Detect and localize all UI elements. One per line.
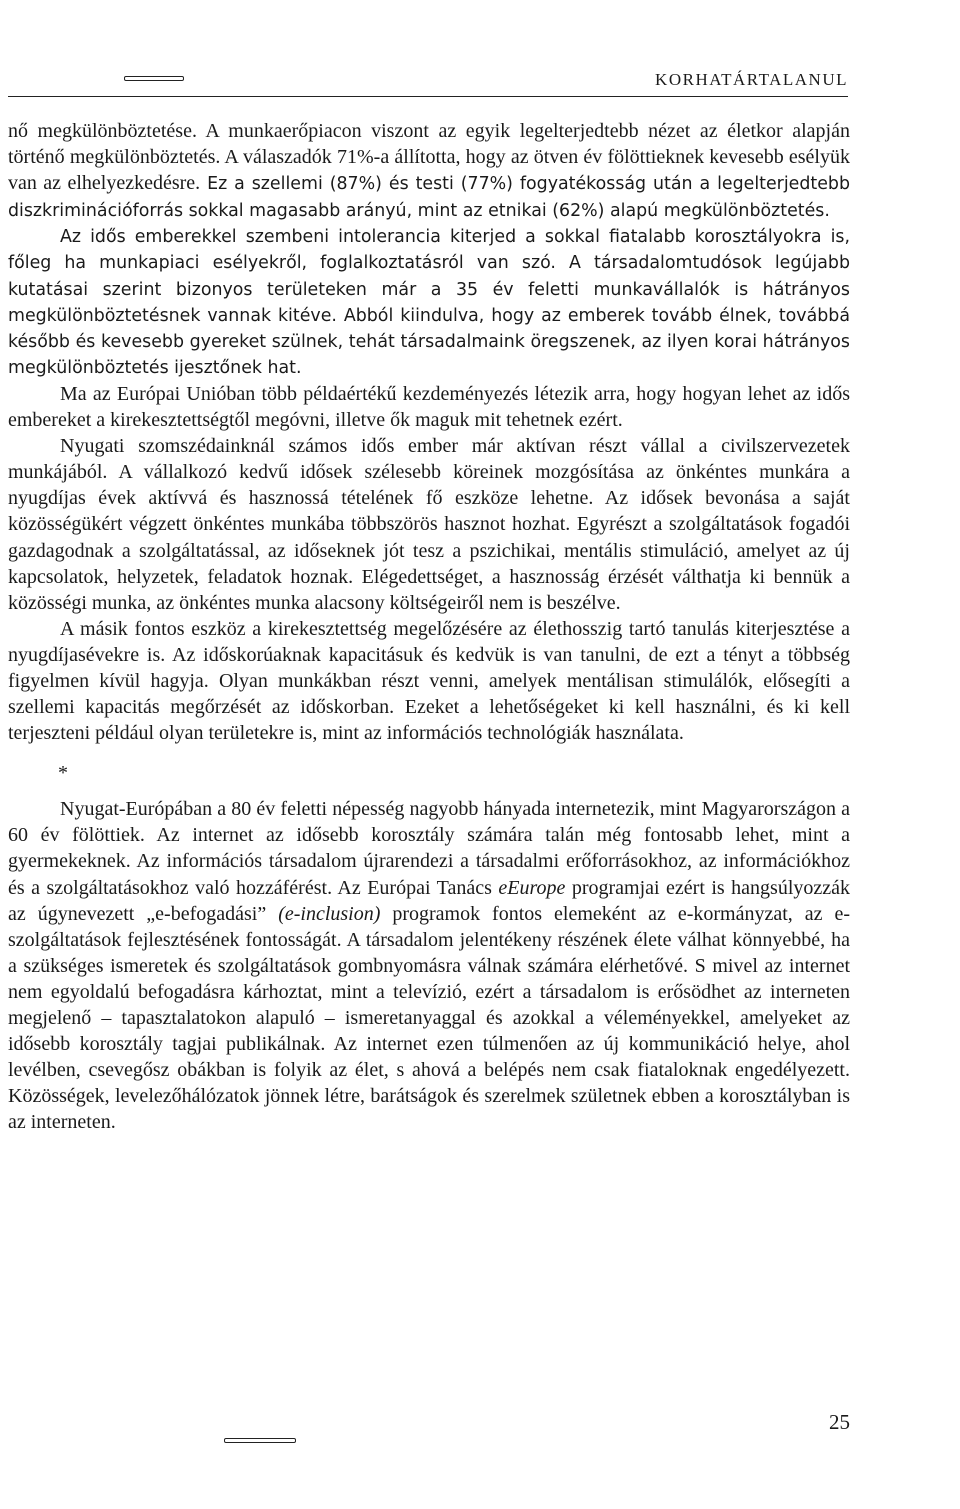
paragraph-5: A másik fontos eszköz a kirekesztettség megelőzésére az élethosszig tartó tanulás kiterjesztése a nyugdíjasévekre is. Az időskorúaknak kapacitásuk és kedvük is van tanulni, de ezt a tényt a többség figyelmen kívül hagyja. Olyan munkákban részt venni, amelyek mentálisan stimulálók, elősegíti a szellemi kapacitás megőrzését az időskorban. Ezeket a lehetőségeket ki kell használni, és ki kell terjeszteni például olyan területekre is, mint az információs technológiák használata.	[8, 617, 850, 745]
header-ornament	[124, 76, 184, 81]
running-head: KORHATÁRTALANUL	[655, 70, 848, 89]
paragraph-1	[8, 118, 850, 224]
paragraph-3: Ma az Európai Unióban több példaértékű kezdeményezés létezik arra, hogy hogyan lehet az idős embereket a kirekesztettségtől megóvni, illetve ők maguk mit tehetnek ezért.	[8, 382, 850, 432]
paragraph-6-part-b: programjai ezért is hangsúlyozzák az úgynevezett „e-befogadási”	[8, 876, 851, 925]
einclusion-term: (e-inclusion)	[278, 902, 381, 925]
paragraph-6-part-a: Nyugat-Európában a 80 év feletti népesség nagyobb hányada internetezik, mint Magyarországon a 60 év fölöttiek. Az internet az idősebb korosztály számára talán még fontosabb lehet, mint a gyermekeknek. Az információs társadalom újrarendezi a társadalmi erőforrásokhoz, az információkhoz és a szolgáltatásokhoz való hozzáférést. Az Európai Tanács	[8, 798, 850, 899]
body-text	[8, 118, 850, 1135]
eeurope-term: eEurope	[498, 876, 566, 899]
paragraph-4: Nyugati szomszédainknál számos idős ember már aktívan részt vállal a civilszervezetek munkájából. A vállalkozó kedvű idősek szélesebb köreinek mozgósítása az önkéntes munkára a nyugdíjas évek aktívvá és hasznossá tételének fő eszköze lehetne. Az idősek bevonása a saját közösségükért végzett önkéntes munkába többszörös hasznot hozhat. Egyrészt a szolgáltatások fogadói gazdagodnak a szolgáltatással, az időseknek jót tesz a pszichikai, mentális stimuláció, amelyet az új kapcsolatok, helyzetek, feladatok hoznak. Elégedettséget, a hasznosság érzését válthatja ki bennük a közösségi munka, az önkéntes munka alacsony költségeiről nem is beszélve.	[8, 435, 850, 614]
footer-ornament	[224, 1438, 296, 1443]
page-number: 25	[829, 1410, 850, 1434]
paragraph-6	[8, 796, 850, 1135]
section-separator: *	[58, 762, 68, 785]
page-header	[8, 62, 848, 97]
paragraph-1-serif: nő megkülönböztetése. A munkaerőpiacon viszont az egyik legelterjedtebb nézet az életkor alapján történő megkülönböztetés. A válaszadók 71%-a állította, hogy az ötven év fölöttieknek kevesebb esélyük van az elhelyezkedésre.	[8, 120, 850, 195]
paragraph-6-part-c: programok fontos elemeként az e-kormányzat, az e-szolgáltatások fejlesztésének fontosságát. A társadalom jelentékeny részének élete válhat könnyebbé, ha a szükséges ismeretek és szolgáltatások gombnyomásra válnak számára elérhetővé. S mivel az internet nem egyoldalú befogadásra kárhoztat, mint a televízió, ezért a társadalom is erősödhet az interneten megjelenő – tapasztalatokon alapuló – ismeretanyaggal és azokkal a véleményekkel, amelyeket az idősebb korosztály tagjai publikálnak. Az internet ezen túlmenően az új kommunikáció helye, ahol levélben, csevegősz obákban is folyik az élet, s ahová a belépés nem csak fiataloknak engedélyezett. Közösségek, levelezőhálózatok jönnek létre, barátságok és szerelmek születnek ebben a korosztályban is az interneten.	[8, 902, 851, 1134]
paragraph-1-sans: Ez a szellemi (87%) és testi (77%) fogyatékosság után a legelterjedtebb diszkriminációforrás sokkal magasabb arányú, mint az etnikai (62%) alapú megkülönböztetés.	[8, 174, 851, 222]
paragraph-2: Az idős emberekkel szembeni intolerancia kiterjed a sokkal fiatalabb korosztályokra is, főleg ha munkapiaci esélyekről, foglalkoztatásról van szó. A társadalomtudósok legújabb kutatásai szerint bizonyos területeken már a 35 év feletti munkavállalók is hátrányos megkülönböztetésnek vannak kitéve. Abból kiindulva, hogy az emberek tovább élnek, továbbá később és kevesebb gyereket szülnek, tehát társadalmaink öregszenek, az ilyen korai hátrányos megkülönböztetés ijesztőnek hat.	[8, 227, 850, 378]
